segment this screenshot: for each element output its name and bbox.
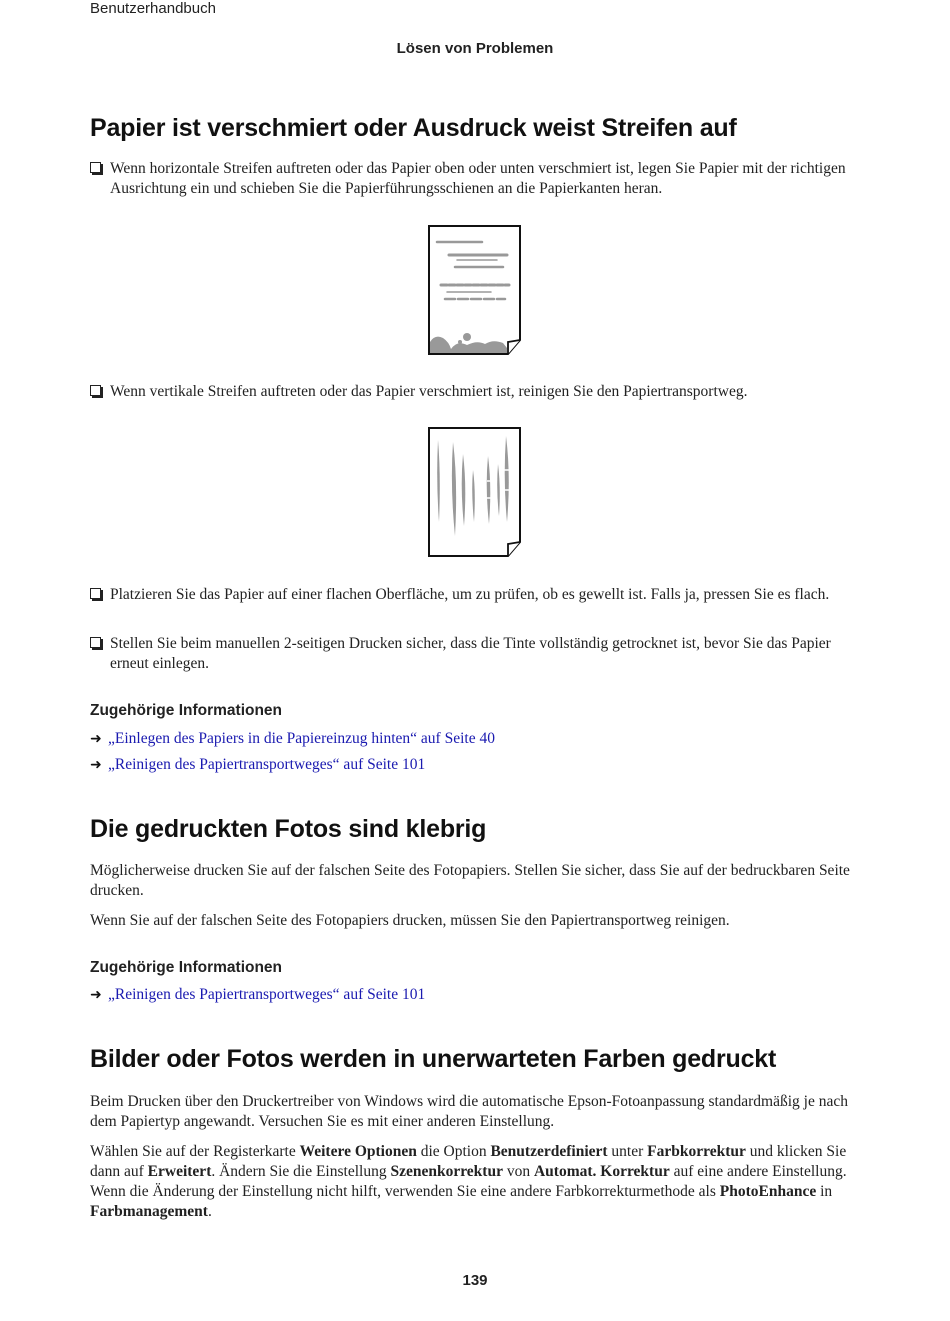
heading-unexpected-colors: Bilder oder Fotos werden in unerwarteten Farben gedruckt <box>90 1045 777 1073</box>
related-link-row <box>90 730 495 748</box>
bullet-text: Wenn vertikale Streifen auftreten oder das Papier verschmiert ist, reinigen Sie den Papiertransportweg. <box>110 383 748 400</box>
arrow-right-icon: ➜ <box>90 758 102 773</box>
ui-term: Automat. Korrektur <box>533 1163 670 1180</box>
ui-term: Erweitert <box>147 1163 212 1180</box>
checkbox-bullet-icon <box>90 637 101 648</box>
bullet-text: Wenn horizontale Streifen auftreten oder das Papier oben oder unten verschmiert ist, legen Sie Papier mit der richtigen Ausrichtung ein und schieben Sie die Papierführungsschienen an die Papierkanten heran. <box>110 160 846 197</box>
vertical-streak-paper-illustration <box>427 426 523 560</box>
related-info-heading: Zugehörige Informationen <box>90 959 283 976</box>
checkbox-bullet-icon <box>90 162 101 173</box>
ui-term: PhotoEnhance <box>719 1183 817 1200</box>
bullet-item <box>90 634 850 674</box>
paragraph: Wenn Sie auf der falschen Seite des Fotopapiers drucken, müssen Sie den Papiertransportweg reinigen. <box>90 912 730 929</box>
bullet-item <box>90 159 850 199</box>
ui-term: Farbkorrektur <box>647 1143 746 1160</box>
paragraph-color-settings: Wählen Sie auf der Registerkarte Weitere Optionen die Option Benutzerdefiniert unter Farbkorrektur und klicken Sie dann auf Erweitert. Ändern Sie die Einstellung Szenenkorrektur von Automat. Korrektur auf eine andere Einstellung. Wenn die Änderung der Einstellung nicht hilft, verwenden Sie eine andere Farbkorrekturmethode als PhotoEnhance in Farbmanagement. <box>90 1143 847 1220</box>
ui-term: Farbmanagement <box>90 1203 208 1220</box>
document-label: Benutzerhandbuch <box>90 0 216 17</box>
bullet-item <box>90 382 850 402</box>
page-number: 139 <box>462 1272 488 1289</box>
ui-term: Weitere Optionen <box>299 1143 417 1160</box>
related-link[interactable]: „Einlegen des Papiers in die Papiereinzug hinten“ auf Seite 40 <box>108 730 495 747</box>
related-link-row <box>90 756 425 774</box>
bullet-item <box>90 585 850 605</box>
paragraph: Beim Drucken über den Druckertreiber von Windows wird die automatische Epson-Fotoanpassung standardmäßig je nach dem Papiertyp angewandt. Versuchen Sie es mit einer anderen Einstellung. <box>90 1093 848 1130</box>
paragraph: Möglicherweise drucken Sie auf der falschen Seite des Fotopapiers. Stellen Sie sicher, dass Sie auf der bedruckbaren Seite drucken. <box>90 862 850 899</box>
bullet-text: Stellen Sie beim manuellen 2-seitigen Drucken sicher, dass die Tinte vollständig getrocknet ist, bevor Sie das Papier erneut einlegen. <box>110 635 831 672</box>
ui-term: Benutzerdefiniert <box>490 1143 608 1160</box>
related-info-heading: Zugehörige Informationen <box>90 702 283 719</box>
checkbox-bullet-icon <box>90 588 101 599</box>
arrow-right-icon: ➜ <box>90 732 102 747</box>
bullet-text: Platzieren Sie das Papier auf einer flachen Oberfläche, um zu prüfen, ob es gewellt ist. Falls ja, pressen Sie es flach. <box>110 586 830 603</box>
arrow-right-icon: ➜ <box>90 988 102 1003</box>
heading-sticky-photos: Die gedruckten Fotos sind klebrig <box>90 815 487 843</box>
section-title: Lösen von Problemen <box>396 40 554 57</box>
heading-smeared-paper: Papier ist verschmiert oder Ausdruck weist Streifen auf <box>90 114 737 142</box>
related-link[interactable]: „Reinigen des Papiertransportweges“ auf Seite 101 <box>108 986 426 1003</box>
horizontal-streak-paper-illustration <box>427 224 523 358</box>
ui-term: Szenenkorrektur <box>390 1163 503 1180</box>
related-link-row <box>90 986 425 1004</box>
related-link[interactable]: „Reinigen des Papiertransportweges“ auf Seite 101 <box>108 756 426 773</box>
checkbox-bullet-icon <box>90 385 101 396</box>
